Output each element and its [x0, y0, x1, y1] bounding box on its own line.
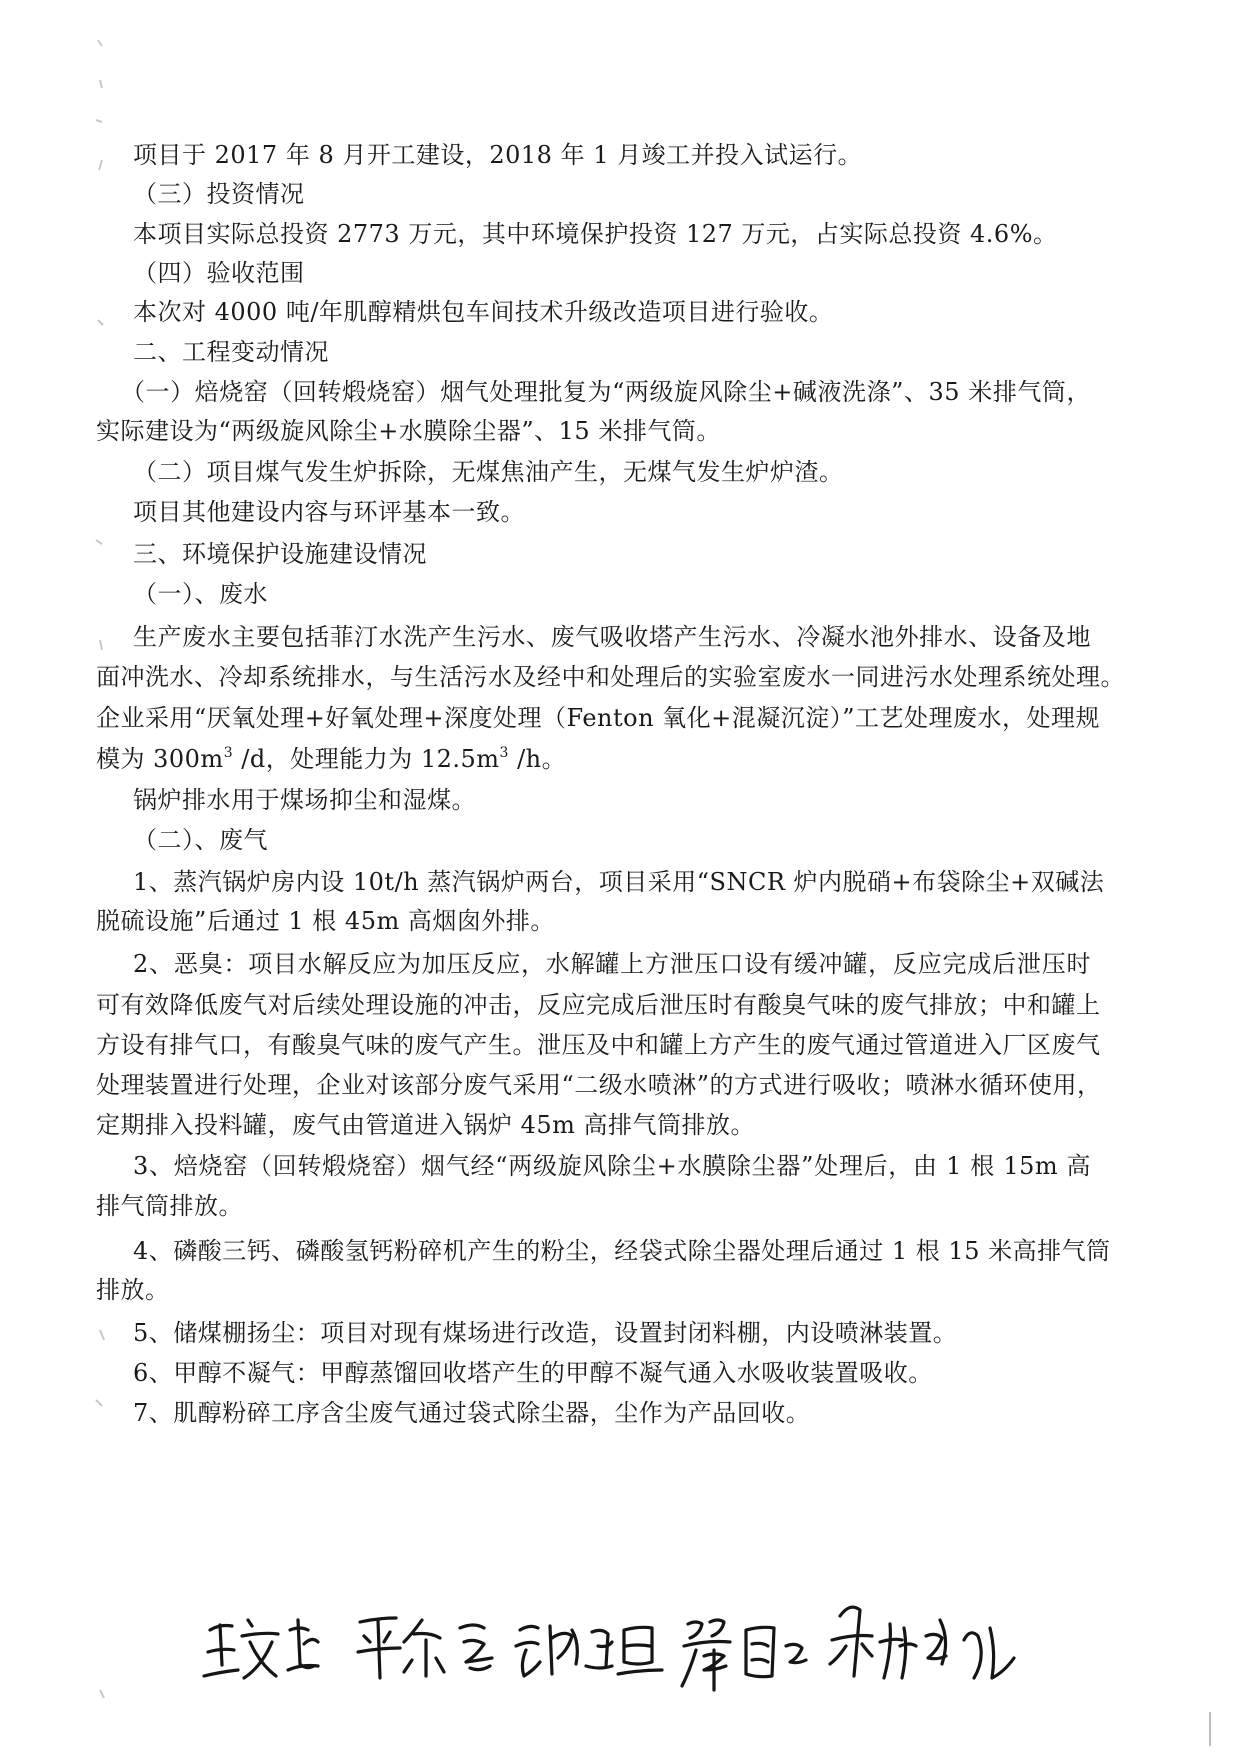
text-line: 2、恶臭：项目水解反应为加压反应，水解罐上方泄压口设有缓冲罐，反应完成后泄压时 [133, 950, 1091, 978]
text-line: 3、焙烧窑（回转煅烧窑）烟气经“两级旋风除尘+水膜除尘器”处理后，由 1 根 15m 高 [133, 1152, 1091, 1180]
section-heading: 二、工程变动情况 [133, 338, 329, 366]
text-line: 脱硫设施”后通过 1 根 45m 高烟囱外排。 [96, 907, 555, 935]
superscript: 3 [223, 745, 234, 761]
text-fragment: /d，处理能力为 12.5m [233, 745, 500, 773]
section-heading: （一）、废水 [133, 580, 268, 608]
text-line: 本项目实际总投资 2773 万元，其中环境保护投资 127 万元，占实际总投资 4.6%。 [133, 220, 1058, 248]
text-line: 锅炉排水用于煤场抑尘和湿煤。 [133, 786, 476, 814]
text-line: 生产废水主要包括菲汀水洗产生污水、废气吸收塔产生污水、冷凝水池外排水、设备及地 [133, 623, 1091, 651]
section-heading: （二）、废气 [133, 826, 268, 854]
section-heading: 三、环境保护设施建设情况 [133, 540, 427, 568]
signature-1 [204, 1620, 318, 1678]
handwritten-signatures [200, 1580, 1060, 1700]
text-line: 定期排入投料罐，废气由管道进入锅炉 45m 高排气筒排放。 [96, 1111, 756, 1139]
text-line: 6、甲醇不凝气：甲醇蒸馏回收塔产生的甲醇不凝气通入水吸收装置吸收。 [133, 1359, 933, 1387]
text-line: 5、储煤棚扬尘：项目对现有煤场进行改造，设置封闭料棚，内设喷淋装置。 [133, 1319, 958, 1347]
text-line: 实际建设为“两级旋风除尘+水膜除尘器”、15 米排气筒。 [96, 417, 721, 445]
superscript: 3 [499, 745, 509, 761]
text-line: 面冲洗水、冷却系统排水，与生活污水及经中和处理后的实验室废水一同进污水处理系统处理。 [96, 663, 1125, 691]
text-fragment: /h。 [508, 745, 567, 773]
text-line: 企业采用“厌氧处理+好氧处理+深度处理（Fenton 氧化+混凝沉淀）”工艺处理废水，处理规 [96, 704, 1101, 732]
text-line: 处理装置进行处理，企业对该部分废气采用“二级水喷淋”的方式进行吸收；喷淋水循环使用， [96, 1071, 1102, 1099]
text-line: 4、磷酸三钙、磷酸氢钙粉碎机产生的粉尘，经袋式除尘器处理后通过 1 根 15 米高排气筒 [133, 1237, 1111, 1265]
signature-5 [830, 1607, 1014, 1678]
signature-2 [358, 1618, 492, 1678]
section-heading: （三）投资情况 [133, 180, 305, 208]
signature-4 [682, 1620, 806, 1690]
text-line: 1、蒸汽锅炉房内设 10t/h 蒸汽锅炉两台，项目采用“SNCR 炉内脱硝+布袋除尘+双碱法 [133, 868, 1105, 896]
text-fragment: 模为 300m [96, 745, 224, 773]
text-line: 排放。 [96, 1276, 170, 1304]
text-line [96, 744, 566, 774]
scan-margin-marks [70, 0, 110, 1754]
text-line: （一）焙烧窑（回转煅烧窑）烟气处理批复为“两级旋风除尘+碱液洗涤”、35 米排气筒， [121, 378, 1091, 406]
signature-3 [516, 1626, 662, 1676]
scan-edge-mark [1205, 1710, 1215, 1750]
text-line: （二）项目煤气发生炉拆除，无煤焦油产生，无煤气发生炉炉渣。 [133, 458, 844, 486]
text-line: 可有效降低废气对后续处理设施的冲击，反应完成后泄压时有酸臭气味的废气排放；中和罐上 [96, 991, 1101, 1019]
text-line: 排气筒排放。 [96, 1192, 243, 1220]
text-line: 项目其他建设内容与环评基本一致。 [133, 498, 525, 526]
section-heading: （四）验收范围 [133, 259, 305, 287]
text-line: 项目于 2017 年 8 月开工建设，2018 年 1 月竣工并投入试运行。 [133, 141, 863, 169]
text-line: 方设有排气口，有酸臭气味的废气产生。泄压及中和罐上方产生的废气通过管道进入厂区废气 [96, 1031, 1101, 1059]
text-line: 本次对 4000 吨/年肌醇精烘包车间技术升级改造项目进行验收。 [133, 298, 834, 326]
text-line: 7、肌醇粉碎工序含尘废气通过袋式除尘器，尘作为产品回收。 [133, 1399, 811, 1427]
